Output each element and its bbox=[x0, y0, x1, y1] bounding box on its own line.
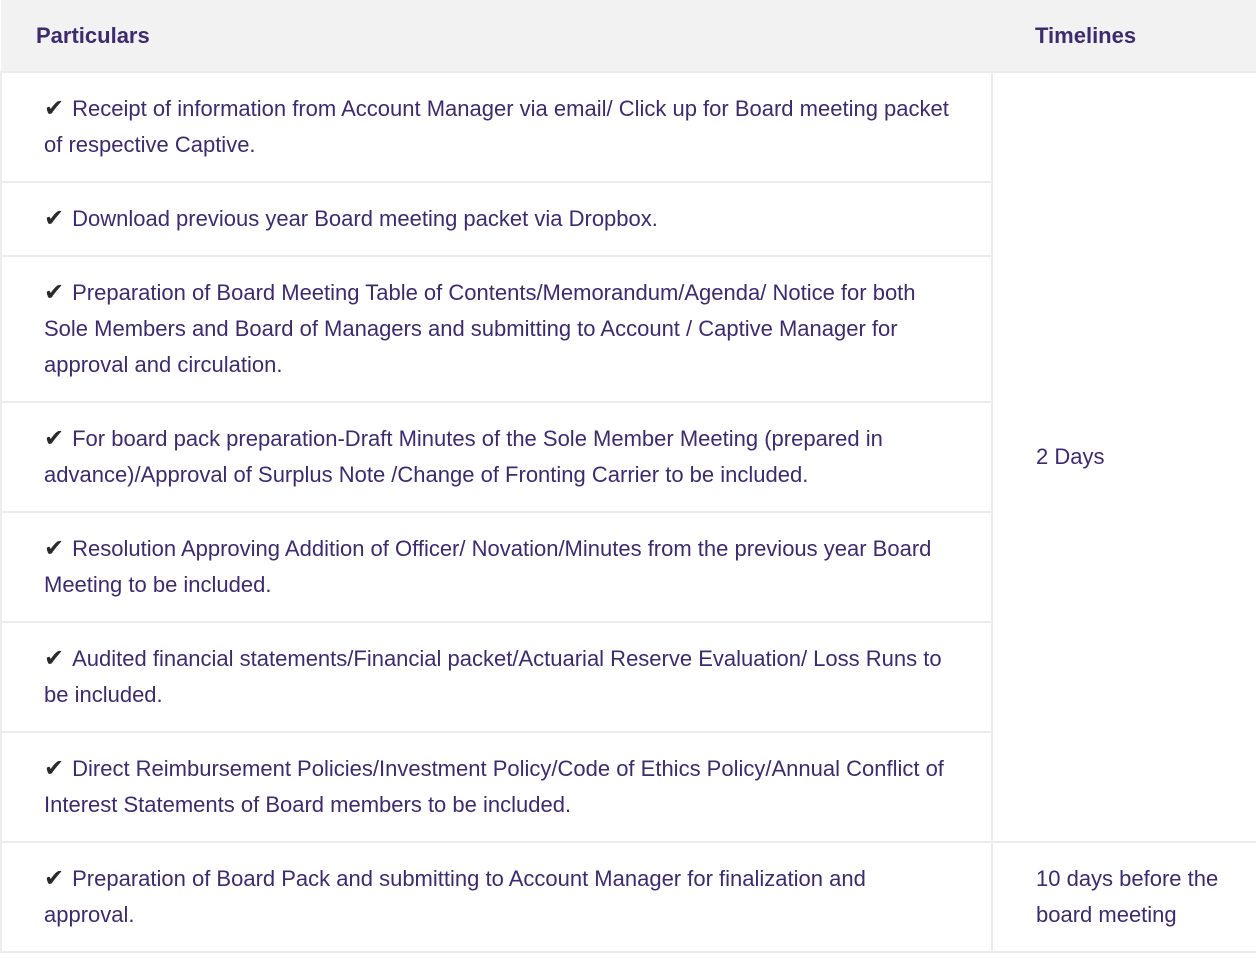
timelines-header: Timelines bbox=[992, 0, 1256, 72]
particular-cell bbox=[1, 512, 992, 622]
checkmark-icon: ✔ bbox=[44, 95, 65, 122]
timeline-cell: 2 Days bbox=[992, 72, 1256, 842]
checkmark-icon: ✔ bbox=[44, 425, 65, 452]
particular-text: Audited financial statements/Financial packet/Actuarial Reserve Evaluation/ Loss Runs to be included. bbox=[44, 646, 942, 707]
particular-cell bbox=[1, 72, 992, 182]
checkmark-icon: ✔ bbox=[44, 279, 65, 306]
particular-text: For board pack preparation-Draft Minutes of the Sole Member Meeting (prepared in advance)/Approval of Surplus Note /Change of Fronting Carrier to be included. bbox=[44, 426, 883, 487]
particular-cell bbox=[1, 622, 992, 732]
table-row bbox=[1, 72, 1256, 182]
particular-cell bbox=[1, 402, 992, 512]
particular-cell bbox=[1, 732, 992, 842]
particular-cell bbox=[1, 842, 992, 952]
checkmark-icon: ✔ bbox=[44, 535, 65, 562]
particular-cell bbox=[1, 256, 992, 402]
checkmark-icon: ✔ bbox=[44, 645, 65, 672]
particular-text: Preparation of Board Meeting Table of Contents/Memorandum/Agenda/ Notice for both Sole Members and Board of Managers and submitting to Account / Captive Manager for approval and circulation. bbox=[44, 280, 916, 377]
checkmark-icon: ✔ bbox=[44, 865, 65, 892]
particular-text: Receipt of information from Account Manager via email/ Click up for Board meeting packet of respective Captive. bbox=[44, 96, 949, 157]
checkmark-icon: ✔ bbox=[44, 205, 65, 232]
particular-text: Direct Reimbursement Policies/Investment Policy/Code of Ethics Policy/Annual Conflict of Interest Statements of Board members to be included. bbox=[44, 756, 944, 817]
timeline-cell: 10 days before the board meeting bbox=[992, 842, 1256, 952]
particular-text: Resolution Approving Addition of Officer/ Novation/Minutes from the previous year Board Meeting to be included. bbox=[44, 536, 932, 597]
header-row bbox=[1, 0, 1256, 72]
particulars-header: Particulars bbox=[1, 0, 992, 72]
particular-text: Preparation of Board Pack and submitting to Account Manager for finalization and approval. bbox=[44, 866, 866, 927]
checkmark-icon: ✔ bbox=[44, 755, 65, 782]
table-row bbox=[1, 842, 1256, 952]
particular-text: Download previous year Board meeting packet via Dropbox. bbox=[72, 206, 658, 231]
particular-cell bbox=[1, 182, 992, 256]
